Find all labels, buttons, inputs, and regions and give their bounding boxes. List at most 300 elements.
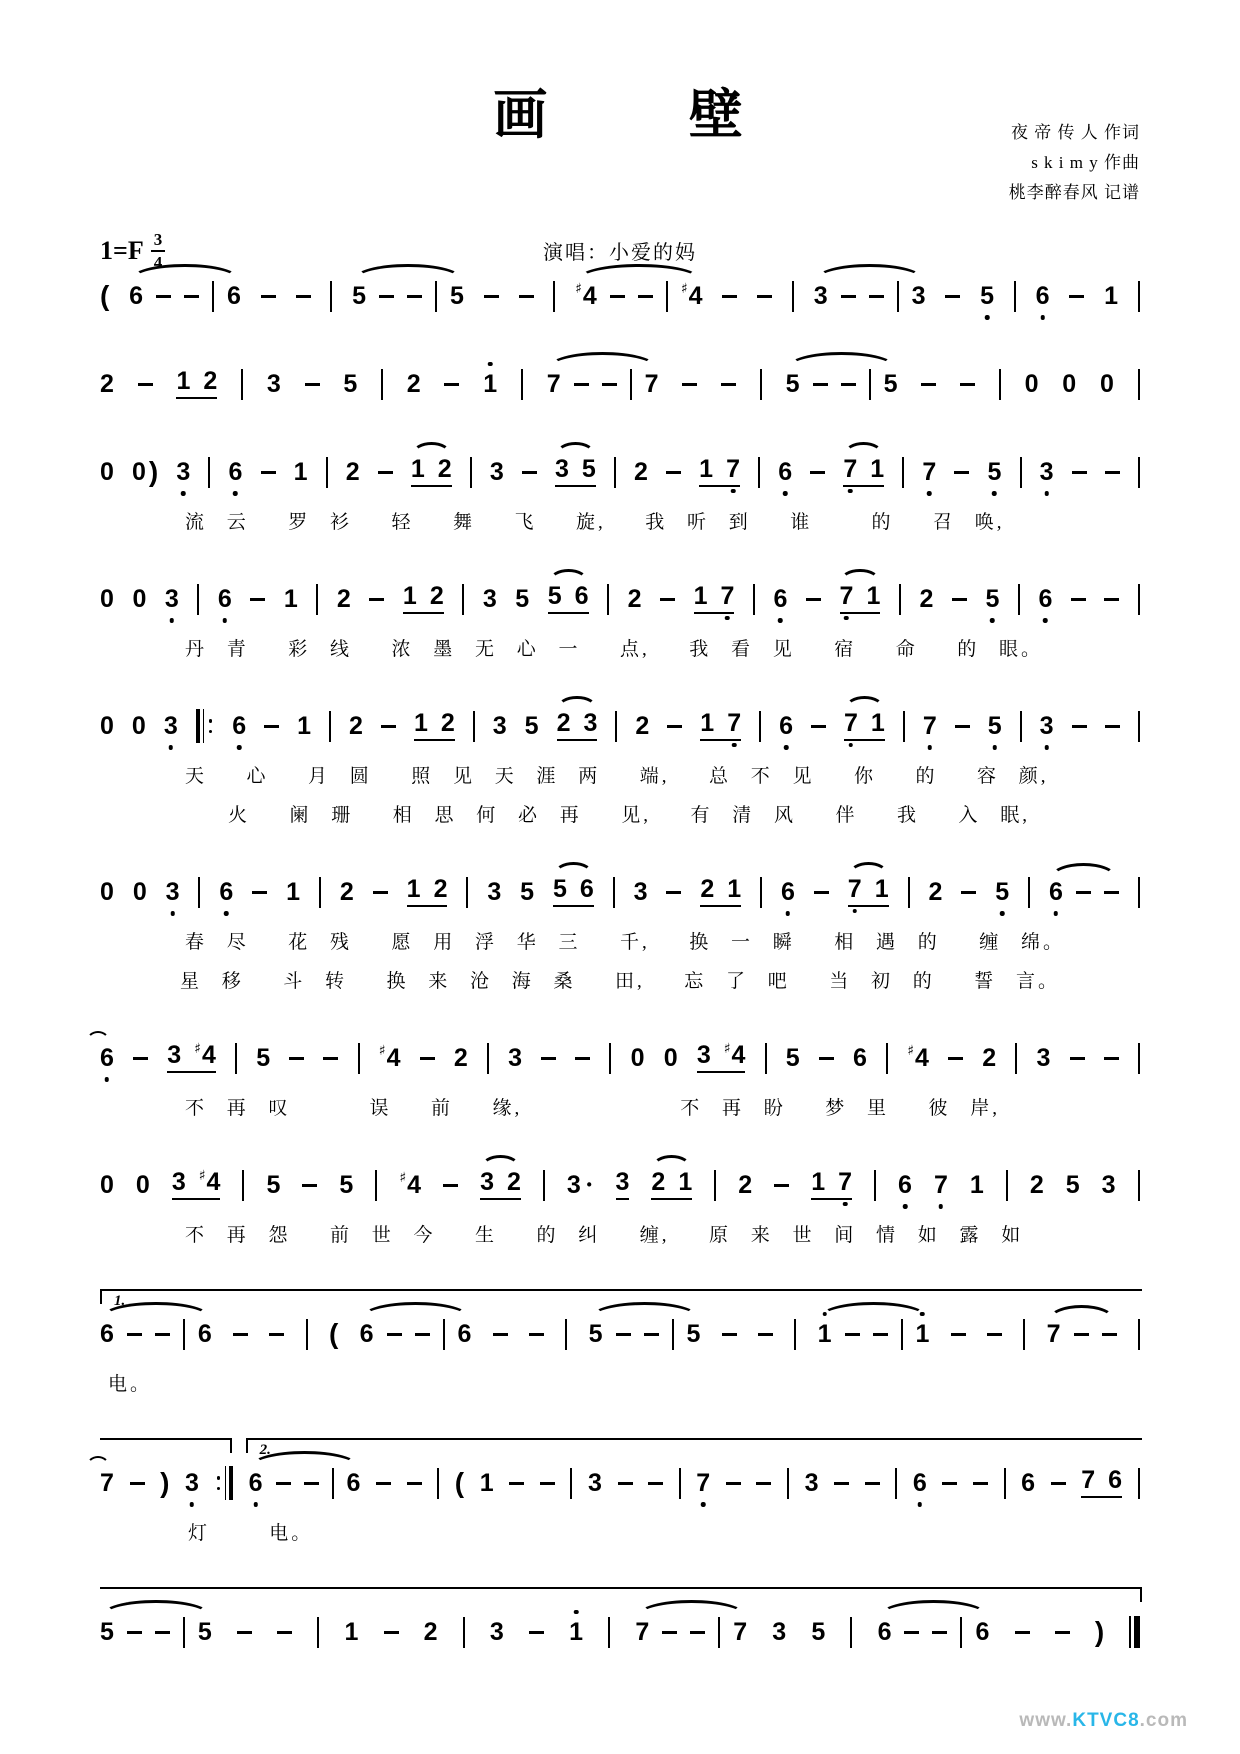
system-8: [100, 1162, 1140, 1247]
parenthesis: (: [454, 1467, 465, 1498]
barline: [614, 457, 616, 488]
barline: [874, 1170, 876, 1201]
note: 6: [778, 457, 793, 486]
duration-dash: [529, 1333, 544, 1336]
note: 0: [1062, 369, 1077, 398]
notes-row: [100, 361, 1140, 407]
barline: [570, 1468, 572, 1499]
barline: [794, 1319, 796, 1350]
notes-row: [100, 1609, 1140, 1655]
barline: [753, 584, 755, 615]
barline: [565, 1319, 567, 1350]
system-11: [100, 1587, 1140, 1655]
duration-dash: [638, 295, 653, 298]
barline: [1020, 457, 1022, 488]
note: 7: [838, 1168, 853, 1196]
duration-dash: [682, 383, 697, 386]
note: 5: [352, 281, 367, 310]
beam-group: [811, 1170, 852, 1200]
tie-group: [786, 369, 898, 400]
volta-label: 2.: [259, 1442, 271, 1458]
note: 3 ·: [566, 1170, 594, 1199]
note: 6: [975, 1617, 990, 1646]
note: 5: [987, 457, 1002, 486]
note: 5: [197, 1617, 212, 1646]
beam-group: [176, 369, 217, 399]
note: 0: [132, 877, 147, 906]
note: 6: [217, 584, 232, 613]
note: 1: [699, 455, 714, 483]
barline: [208, 457, 210, 488]
volta-bracket: [100, 1438, 232, 1453]
duration-dash: [529, 1631, 544, 1634]
duration-dash: [127, 1333, 142, 1336]
note: 6: [346, 1468, 361, 1497]
tie-group: [589, 1319, 701, 1350]
note: 2: [406, 369, 421, 398]
note: 2: [453, 1043, 468, 1072]
duration-dash: [289, 1057, 304, 1060]
note: 0: [100, 1170, 114, 1199]
barline: [608, 1617, 610, 1648]
barline: [306, 1319, 308, 1350]
note: 6: [227, 281, 241, 310]
duration-dash: [955, 725, 970, 728]
duration-dash: [987, 1333, 1002, 1336]
note: 2: [738, 1170, 753, 1199]
note: 5: [588, 1319, 603, 1348]
barline: [759, 711, 761, 742]
note: 6: [1035, 281, 1050, 310]
tie-beam-group: [555, 457, 596, 487]
duration-dash: [813, 383, 828, 386]
duration-dash: [130, 1482, 145, 1485]
note: 6: [877, 1617, 892, 1646]
volta-label: 1.: [114, 1293, 126, 1309]
note: 3: [482, 584, 497, 613]
note: 6: [1048, 877, 1063, 906]
tie-beam-group: [548, 584, 589, 614]
system-10: [100, 1438, 1140, 1545]
duration-dash: [127, 1631, 142, 1634]
duration-dash: [814, 891, 829, 894]
duration-dash: [1074, 1333, 1089, 1336]
duration-dash: [973, 1482, 988, 1485]
parenthesis: (: [100, 280, 110, 311]
duration-dash: [323, 1057, 338, 1060]
sharp-icon: ♯: [575, 281, 582, 297]
duration-dash: [1072, 725, 1087, 728]
duration-dash: [667, 725, 682, 728]
barline: [443, 1319, 445, 1350]
barline: [463, 1617, 465, 1648]
augmentation-dot: ·: [584, 1170, 594, 1199]
barline: [487, 1043, 489, 1074]
note: 6: [1038, 584, 1053, 613]
barline: [718, 1617, 720, 1648]
note: 6: [574, 582, 589, 610]
note: 7: [720, 582, 735, 610]
duration-dash: [948, 1057, 963, 1060]
barline: [792, 281, 794, 312]
notes-row: [100, 576, 1140, 622]
barline: [1028, 877, 1030, 908]
tie-group: [1046, 1319, 1117, 1348]
duration-dash: [806, 598, 821, 601]
note: 7: [922, 457, 937, 486]
note: 3: [588, 1468, 602, 1497]
beam-group: [700, 711, 741, 741]
note: 5: [811, 1617, 826, 1646]
note: ♯ 4: [575, 281, 597, 310]
duration-dash: [376, 1482, 391, 1485]
barline: [183, 1319, 185, 1350]
barline: [886, 1043, 888, 1074]
note: 2: [651, 1168, 666, 1196]
notes-row: [100, 1162, 1140, 1208]
note: 3: [508, 1043, 522, 1072]
note: 7: [100, 1471, 114, 1496]
duration-dash: [233, 1333, 248, 1336]
barline: [358, 1043, 360, 1074]
note: 0: [1024, 369, 1039, 398]
barline: [1138, 1468, 1140, 1499]
note: 7: [727, 709, 742, 737]
barline: [1138, 1319, 1140, 1350]
barline: [672, 1319, 674, 1350]
parenthesis: (: [329, 1318, 339, 1349]
barline: [613, 877, 615, 908]
note: 7: [635, 1617, 650, 1646]
duration-dash: [722, 295, 737, 298]
duration-dash: [387, 1333, 402, 1336]
beam-group: [616, 1170, 630, 1200]
sharp-icon: ♯: [378, 1043, 386, 1059]
notes-row: [100, 869, 1140, 915]
duration-dash: [945, 295, 960, 298]
barline: [1018, 584, 1020, 615]
barline: [787, 1468, 789, 1499]
note: 2: [1029, 1170, 1044, 1199]
note: 6: [100, 1319, 114, 1348]
barline: [1014, 281, 1016, 312]
system-9: [100, 1289, 1140, 1396]
barline: [462, 584, 464, 615]
barline: [897, 281, 899, 312]
barline: [679, 1468, 681, 1499]
song-title: 画 壁: [493, 85, 747, 145]
note: 7: [546, 369, 561, 398]
sharp-icon: ♯: [680, 281, 688, 297]
note: 1: [176, 367, 191, 395]
tie-beam-group: [848, 877, 889, 907]
barline: [1138, 1170, 1140, 1201]
barline: [714, 1170, 716, 1201]
note: 5: [450, 281, 464, 310]
duration-dash: [774, 1184, 789, 1187]
note: 0: [100, 457, 114, 486]
tie-group: [352, 281, 464, 312]
note: 5: [995, 877, 1010, 906]
duration-dash: [942, 1482, 957, 1485]
note: 7: [644, 369, 659, 398]
tie-group: [547, 369, 659, 400]
beam-group: [403, 584, 444, 614]
duration-dash: [384, 1631, 399, 1634]
final-barline: [1129, 1616, 1140, 1648]
sharp-icon: ♯: [194, 1040, 201, 1057]
barline: [902, 457, 904, 488]
note: 7: [733, 1617, 748, 1646]
duration-dash: [379, 295, 394, 298]
note: 0: [100, 877, 114, 906]
note: 7: [843, 455, 858, 483]
note: 2: [203, 367, 218, 395]
score: [100, 273, 1140, 1655]
notes-row: [100, 1035, 1140, 1081]
duration-dash: [873, 1333, 888, 1336]
duration-dash: [378, 471, 393, 474]
duration-dash: [484, 295, 499, 298]
transcriber-credit: 桃李醉春风 记谱: [1008, 182, 1140, 202]
duration-dash: [602, 383, 617, 386]
barline: [1138, 1043, 1140, 1074]
tie-beam-group: [557, 711, 598, 741]
note: 6: [773, 584, 788, 613]
tie-group: [360, 1319, 472, 1350]
duration-dash: [261, 471, 276, 474]
tie-beam-group: [480, 1170, 521, 1200]
note: ♯ 4: [399, 1170, 422, 1199]
duration-dash: [865, 1482, 880, 1485]
beam-group: [1081, 1468, 1122, 1498]
note: ♯ 4: [194, 1040, 216, 1069]
barline: [235, 1043, 237, 1074]
beam-group: [694, 584, 735, 614]
note: 7: [1046, 1319, 1061, 1348]
note: 5: [785, 1043, 800, 1072]
note: 1: [817, 1319, 832, 1348]
note: 3: [487, 877, 502, 906]
barline: [869, 369, 871, 400]
singer-line: 演唱：小爱的妈: [543, 242, 697, 264]
duration-dash: [810, 471, 825, 474]
tie-group: [814, 281, 926, 312]
note: 2: [506, 1168, 521, 1196]
tie-beam-group: [840, 584, 881, 614]
duration-dash: [666, 891, 681, 894]
parenthesis: ): [148, 456, 159, 487]
parenthesis: ): [1094, 1616, 1105, 1647]
note: 5: [266, 1170, 281, 1199]
duration-dash: [407, 295, 422, 298]
note: 1: [344, 1617, 359, 1646]
note: 5: [1065, 1170, 1080, 1199]
duration-dash: [296, 295, 311, 298]
duration-dash: [644, 1333, 659, 1336]
barline: [326, 457, 328, 488]
note: 3: [813, 281, 828, 310]
duration-dash: [834, 1482, 849, 1485]
duration-dash: [758, 1333, 773, 1336]
duration-dash: [845, 1333, 860, 1336]
note: 0: [630, 1043, 645, 1072]
duration-dash: [305, 383, 320, 386]
note: 1: [569, 1617, 583, 1646]
note: 0: [100, 711, 114, 740]
note: 0: [1099, 369, 1114, 398]
note: 1: [870, 455, 885, 483]
time-signature-top: 3: [151, 231, 166, 252]
note: 7: [1081, 1466, 1096, 1494]
duration-dash: [277, 1631, 292, 1634]
duration-dash: [1015, 1631, 1030, 1634]
lyric-line: 流 云 罗 衫 轻 舞 飞 旋, 我 听 到 谁 的 召 唤,: [185, 512, 1005, 533]
note: ♯ 4: [198, 1167, 221, 1196]
duration-dash: [522, 471, 537, 474]
barline: [198, 877, 200, 908]
note: 3: [492, 711, 507, 740]
barline: [466, 877, 468, 908]
lyric-line: 星 移 斗 转 换 来 沧 海 桑 田, 忘 了 吧 当 初 的 誓 言。: [180, 971, 1061, 992]
sharp-icon: ♯: [399, 1170, 407, 1186]
note: 2: [349, 711, 363, 740]
tie-group: [249, 1468, 361, 1499]
duration-dash: [519, 295, 534, 298]
duration-dash: [373, 891, 388, 894]
barline: [615, 711, 617, 742]
system-3: [100, 449, 1140, 534]
credits: [1009, 118, 1140, 207]
note: 7: [844, 709, 858, 737]
note: 3: [1039, 457, 1054, 486]
note: ♯ 4: [680, 281, 703, 310]
tie-group: [878, 1617, 990, 1648]
duration-dash: [690, 1631, 705, 1634]
note: 7: [922, 711, 937, 740]
volta-bracket: [246, 1438, 1142, 1458]
barline: [609, 1043, 611, 1074]
note: 3: [1039, 711, 1054, 740]
duration-dash: [660, 598, 675, 601]
note: 3: [772, 1617, 787, 1646]
tie-group: [635, 1617, 747, 1648]
barline: [850, 1617, 852, 1648]
note: 2: [634, 457, 648, 486]
note: 3: [1036, 1043, 1051, 1072]
duration-dash: [250, 598, 265, 601]
note: 3: [266, 369, 281, 398]
note: 0: [135, 1170, 150, 1199]
note: 3: [804, 1468, 819, 1497]
note: 6: [248, 1468, 263, 1497]
lyric-line: 天 心 月 圆 照 见 天 涯 两 端, 总 不 见 你 的 容 颜,: [185, 766, 1049, 787]
beam-group: [696, 1040, 746, 1073]
duration-dash: [156, 295, 171, 298]
key-label: 1=F: [100, 236, 144, 265]
barline: [895, 1468, 897, 1499]
note: 7: [933, 1170, 948, 1199]
note: 2: [345, 457, 360, 486]
note: 1: [870, 709, 885, 737]
note: 1: [286, 877, 301, 906]
barline: [330, 281, 332, 312]
note: 7: [696, 1468, 711, 1497]
sharp-icon: ♯: [198, 1167, 206, 1184]
barline: [1004, 1468, 1006, 1499]
barline: [197, 584, 199, 615]
duration-dash: [1069, 295, 1084, 298]
duration-dash: [757, 295, 772, 298]
note: 3: [163, 711, 178, 740]
duration-dash: [1105, 471, 1120, 474]
note: 6: [228, 457, 243, 486]
note: 5: [547, 582, 562, 610]
tie-beam-group: [844, 711, 885, 741]
note: 6: [898, 1170, 912, 1199]
note: 6: [579, 875, 594, 903]
watermark-suffix: .com: [1139, 1710, 1188, 1731]
note: 6: [457, 1319, 472, 1348]
note: 6: [853, 1043, 867, 1072]
notes-row: [100, 273, 1140, 319]
volta-bracket: [100, 1289, 1142, 1309]
duration-dash: [574, 383, 589, 386]
duration-dash: [155, 1631, 170, 1634]
note: 5: [339, 1170, 354, 1199]
tie-group: [818, 1319, 930, 1350]
barline: [332, 1468, 334, 1499]
barline: [319, 877, 321, 908]
note: 2: [919, 584, 934, 613]
note: 1: [866, 582, 881, 610]
duration-dash: [954, 471, 969, 474]
barline: [316, 584, 318, 615]
composer-credit: s k i m y 作曲: [1031, 152, 1140, 172]
note: 3: [1101, 1170, 1116, 1199]
duration-dash: [951, 1333, 966, 1336]
note: 2: [982, 1043, 997, 1072]
note: 1: [402, 582, 417, 610]
tie-beam-group: [411, 457, 452, 487]
lyric-line: 不 再 叹 误 前 缘, 不 再 盼 梦 里 彼 岸,: [185, 1098, 1001, 1119]
header: [100, 0, 1140, 273]
barline: [183, 1617, 185, 1648]
duration-dash: [302, 1184, 317, 1187]
duration-dash: [904, 1631, 919, 1634]
duration-dash: [304, 1482, 319, 1485]
note: 3: [185, 1468, 199, 1497]
duration-dash: [1071, 598, 1086, 601]
note: 5: [987, 711, 1002, 740]
barline: [1138, 369, 1140, 400]
duration-dash: [961, 891, 976, 894]
note: 2: [928, 877, 943, 906]
barline: [242, 1170, 244, 1201]
duration-dash: [1070, 1057, 1085, 1060]
duration-dash: [726, 1482, 741, 1485]
duration-dash: [493, 1333, 508, 1336]
note: 0: [132, 457, 146, 486]
barline: [1006, 1170, 1008, 1201]
note: 2: [700, 875, 715, 903]
barline: [521, 369, 523, 400]
note: 6: [100, 1046, 114, 1071]
note: ♯ 4: [723, 1040, 746, 1069]
note: 1: [811, 1168, 826, 1196]
lyric-line: 火 阑 珊 相 思 何 必 再 见, 有 清 风 伴 我 入 眠,: [228, 805, 1031, 826]
note: 6: [219, 877, 234, 906]
